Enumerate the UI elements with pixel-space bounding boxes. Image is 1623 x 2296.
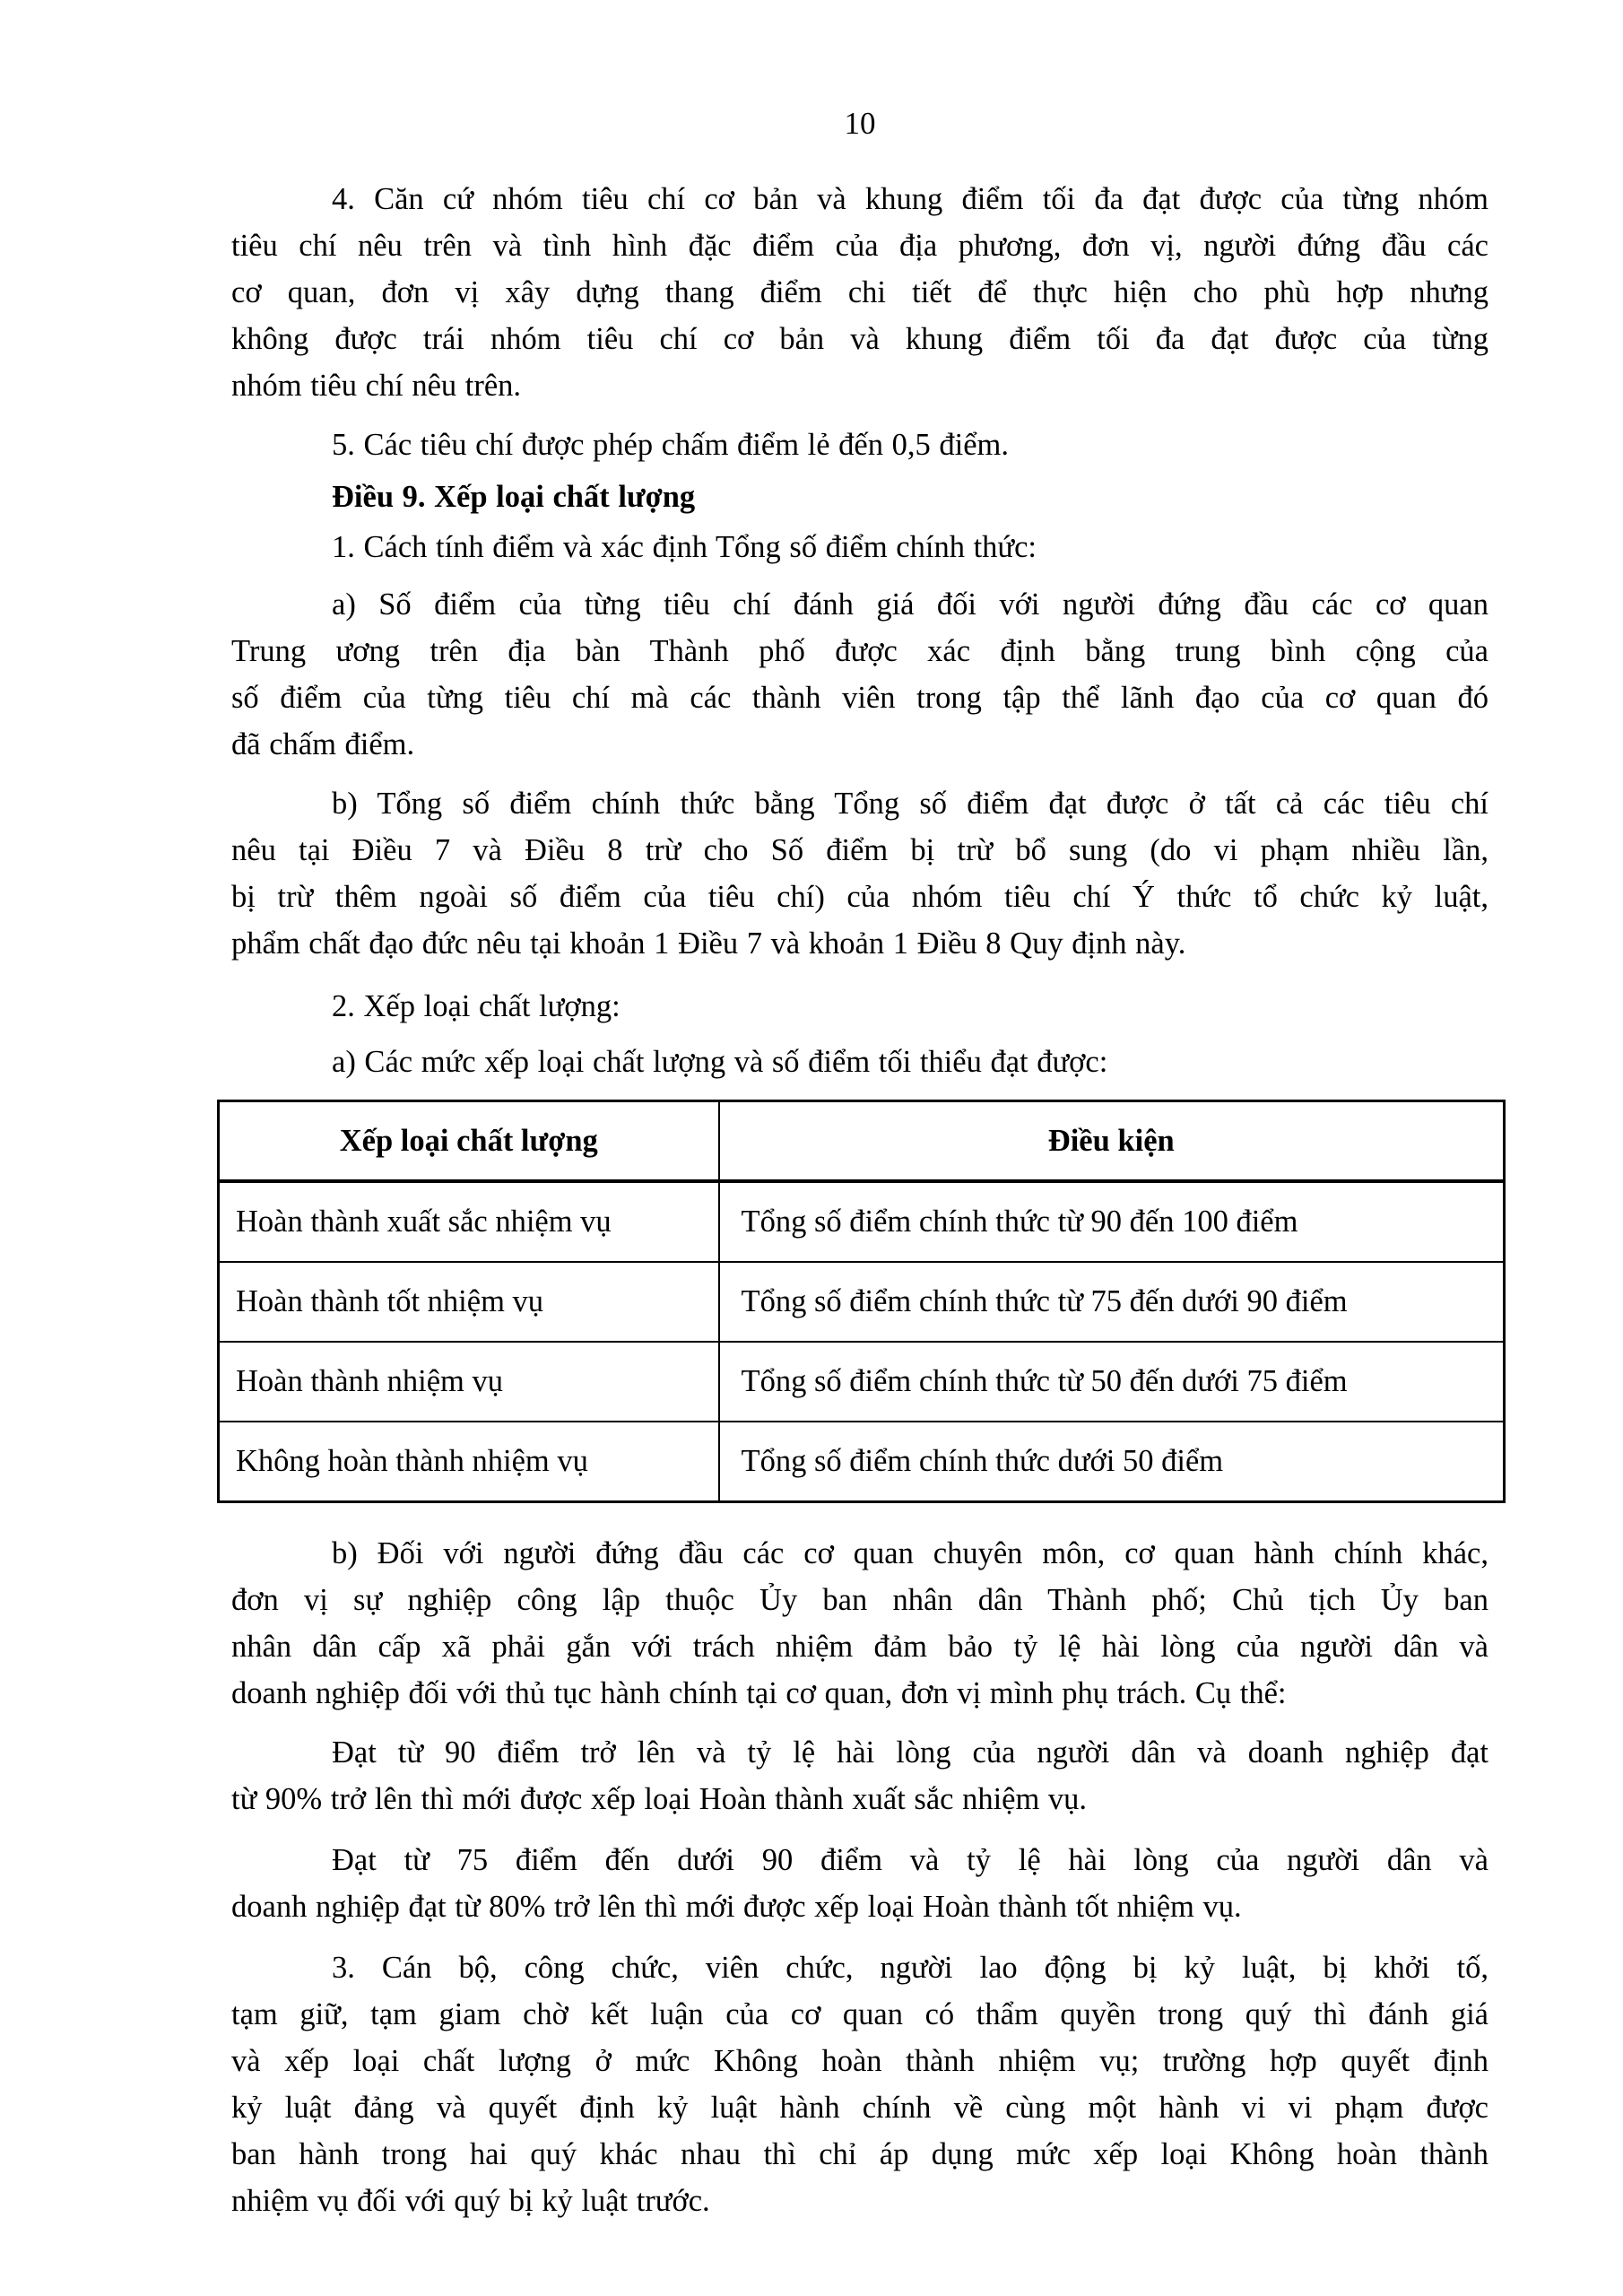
item-1b-paragraph: b) Tổng số điểm chính thức bằng Tổng số điểm đạt được ở tất cả các tiêu chí nêu tại Điều 7 và Điều 8 trừ cho Số điểm bị trừ bổ sung (do vi phạm nhiều lần, bị trừ thêm ngoài số điểm của tiêu chí) của nhóm tiêu chí Ý thức tổ chức kỷ luật, phẩm chất đạo đức nêu tại khoản 1 Điều 7 và khoản 1 Điều 8 Quy định này. [231, 787, 1488, 961]
rule-90-paragraph: Đạt từ 90 điểm trở lên và tỷ lệ hài lòng của người dân và doanh nghiệp đạt từ 90% trở lên thì mới được xếp loại Hoàn thành xuất sắc nhiệm vụ. [231, 1735, 1488, 1816]
rating-cell: Hoàn thành tốt nhiệm vụ [219, 1262, 719, 1342]
item-3-paragraph: 3. Cán bộ, công chức, viên chức, người lao động bị kỷ luật, bị khởi tố, tạm giữ, tạm giam chờ kết luận của cơ quan có thẩm quyền trong quý thì đánh giá và xếp loại chất lượng ở mức Không hoàn thành nhiệm vụ; trường hợp quyết định kỷ luật đảng và quyết định kỷ luật hành chính về cùng một hành vi vi phạm được ban hành trong hai quý khác nhau thì chỉ áp dụng mức xếp loại Không hoàn thành nhiệm vụ đối với quý bị kỷ luật trước. [231, 1951, 1488, 2218]
rating-cell: Không hoàn thành nhiệm vụ [219, 1422, 719, 1502]
article-9-heading: Điều 9. Xếp loại chất lượng [332, 480, 696, 514]
table-row [219, 1181, 1505, 1262]
page-number: 10 [844, 106, 876, 141]
rating-table [217, 1100, 1506, 1503]
condition-cell: Tổng số điểm chính thức từ 90 đến 100 điểm [719, 1181, 1505, 1262]
table-row [219, 1422, 1505, 1502]
clause-5-paragraph: 5. Các tiêu chí được phép chấm điểm lẻ đến 0,5 điểm. [332, 428, 1009, 462]
condition-cell: Tổng số điểm chính thức từ 50 đến dưới 75 điểm [719, 1342, 1505, 1422]
condition-header-cell: Điều kiện [719, 1101, 1505, 1182]
item-2b-paragraph: b) Đối với người đứng đầu các cơ quan chuyên môn, cơ quan hành chính khác, đơn vị sự nghiệp công lập thuộc Ủy ban nhân dân Thành phố; Chủ tịch Ủy ban nhân dân cấp xã phải gắn với trách nhiệm đảm bảo tỷ lệ hài lòng của người dân và doanh nghiệp đối với thủ tục hành chính tại cơ quan, đơn vị mình phụ trách. Cụ thể: [231, 1536, 1488, 1710]
rating-header-cell: Xếp loại chất lượng [219, 1101, 719, 1182]
clause-4-paragraph: 4. Căn cứ nhóm tiêu chí cơ bản và khung điểm tối đa đạt được của từng nhóm tiêu chí nêu trên và tình hình đặc điểm của địa phương, đơn vị, người đứng đầu các cơ quan, đơn vị xây dựng thang điểm chi tiết để thực hiện cho phù hợp nhưng không được trái nhóm tiêu chí cơ bản và khung điểm tối đa đạt được của từng nhóm tiêu chí nêu trên. [231, 182, 1488, 403]
table-row [219, 1262, 1505, 1342]
item-2-paragraph: 2. Xếp loại chất lượng: [332, 989, 621, 1023]
rating-cell: Hoàn thành nhiệm vụ [219, 1342, 719, 1422]
table-header-row [219, 1101, 1505, 1182]
table-row [219, 1342, 1505, 1422]
item-2a-paragraph: a) Các mức xếp loại chất lượng và số điểm tối thiểu đạt được: [332, 1045, 1108, 1079]
condition-cell: Tổng số điểm chính thức từ 75 đến dưới 90 điểm [719, 1262, 1505, 1342]
rule-75-paragraph: Đạt từ 75 điểm đến dưới 90 điểm và tỷ lệ hài lòng của người dân và doanh nghiệp đạt từ 80% trở lên thì mới được xếp loại Hoàn thành tốt nhiệm vụ. [231, 1843, 1488, 1924]
condition-cell: Tổng số điểm chính thức dưới 50 điểm [719, 1422, 1505, 1502]
item-1-paragraph: 1. Cách tính điểm và xác định Tổng số điểm chính thức: [332, 530, 1037, 564]
item-1a-paragraph: a) Số điểm của từng tiêu chí đánh giá đối với người đứng đầu các cơ quan Trung ương trên địa bàn Thành phố được xác định bằng trung bình cộng của số điểm của từng tiêu chí mà các thành viên trong tập thể lãnh đạo của cơ quan đó đã chấm điểm. [231, 587, 1488, 761]
rating-cell: Hoàn thành xuất sắc nhiệm vụ [219, 1181, 719, 1262]
